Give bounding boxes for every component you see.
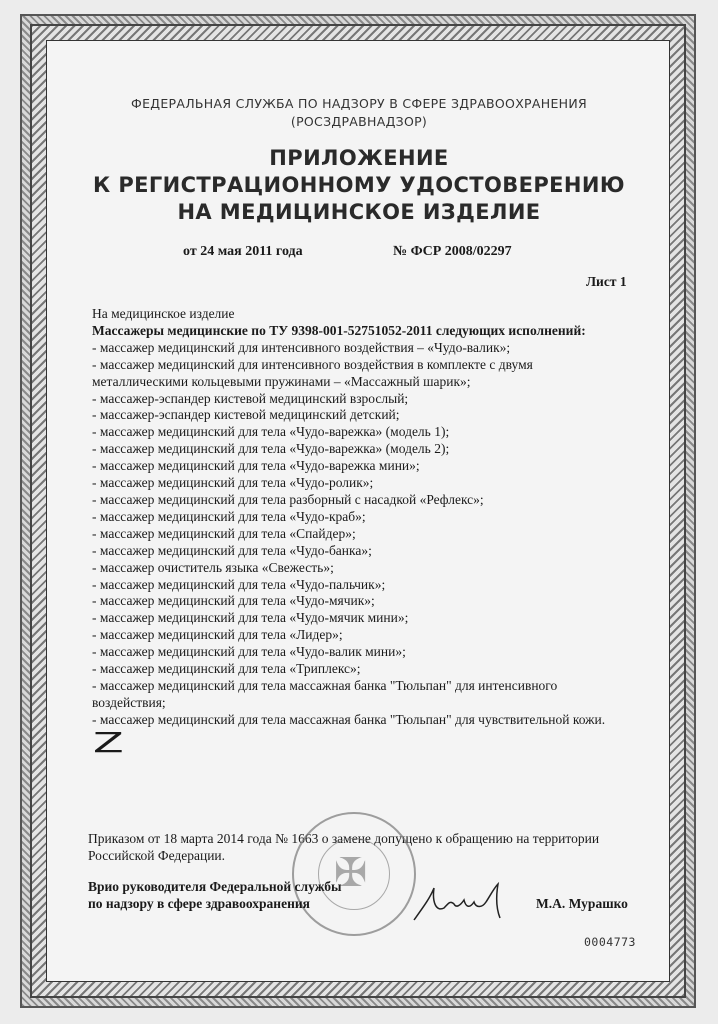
device-list-item: - массажер медицинский для тела «Спайдер»; — [92, 525, 356, 541]
device-list-item: - массажер медицинский для тела «Чудо-ролик»; — [92, 475, 374, 491]
signer-name: М.А. Мурашко — [536, 896, 628, 911]
double-headed-eagle-emblem: ✠ — [334, 850, 368, 896]
intro-text: На медицинское изделие — [92, 306, 235, 321]
device-list-item: - массажер медицинский для тела разборный с насадкой «Рефлекс»; — [92, 491, 484, 507]
device-list-item: - массажер медицинский для тела «Чудо-варежка» (модель 1); — [92, 424, 450, 440]
device-list-item: - массажер медицинский для интенсивного воздействия в комплекте с двумя металлическими кольцевыми пружинами – «Массажный шарик»; — [92, 356, 533, 389]
device-list-section — [92, 306, 632, 729]
signer-title — [88, 878, 342, 912]
registration-number: № ФСР 2008/02297 — [393, 244, 512, 259]
handwritten-signature — [410, 878, 520, 928]
signer-title-line2: по надзору в сфере здравоохранения — [88, 896, 310, 911]
device-list-item: - массажер очиститель языка «Свежесть»; — [92, 559, 334, 575]
device-list-item: - массажер медицинский для тела «Чудо-мячик»; — [92, 593, 375, 609]
registration-date: от 24 мая 2011 года — [183, 244, 303, 259]
agency-abbreviation: (РОСЗДРАВНАДЗОР) — [290, 114, 428, 129]
document-title-line1: ПРИЛОЖЕНИЕ — [269, 146, 449, 170]
signer-title-line1: Врио руководителя Федеральной службы — [88, 879, 342, 894]
document-title-line3: НА МЕДИЦИНСКОЕ ИЗДЕЛИЕ — [177, 200, 541, 224]
device-list-item: - массажер медицинский для тела «Чудо-банка»; — [92, 542, 372, 558]
device-list-item: - массажер медицинский для интенсивного воздействия – «Чудо-валик»; — [92, 339, 511, 355]
device-list-item: - массажер медицинский для тела массажная банка "Тюльпан" для чувствительной кожи. — [92, 711, 606, 727]
agency-name: ФЕДЕРАЛЬНАЯ СЛУЖБА ПО НАДЗОРУ В СФЕРЕ ЗДРАВООХРАНЕНИЯ — [131, 96, 587, 111]
device-list-item: - массажер медицинский для тела «Чудо-мячик мини»; — [92, 610, 409, 626]
device-list — [92, 340, 632, 729]
device-list-item: - массажер медицинский для тела «Лидер»; — [92, 627, 343, 643]
device-list-item: - массажер медицинский для тела массажная банка "Тюльпан" для интенсивного воздействия; — [92, 677, 558, 710]
device-list-item: - массажер медицинский для тела «Чудо-валик мини»; — [92, 644, 406, 660]
serial-number: 0004773 — [584, 935, 636, 949]
device-list-item: - массажер-эспандер кистевой медицинский взрослый; — [92, 390, 409, 406]
device-list-item: - массажер медицинский для тела «Чудо-варежка мини»; — [92, 458, 420, 474]
device-list-item: - массажер медицинский для тела «Чудо-пальчик»; — [92, 576, 386, 592]
order-text: Приказом от 18 марта 2014 года № 1663 о замене допущено к обращению на территории Российской Федерации. — [88, 831, 600, 863]
document-title-line2: К РЕГИСТРАЦИОННОМУ УДОСТОВЕРЕНИЮ — [93, 173, 625, 197]
end-of-list-mark: Z — [93, 726, 124, 759]
device-list-item: - массажер медицинский для тела «Чудо-варежка» (модель 2); — [92, 441, 450, 457]
device-list-item: - массажер медицинский для тела «Чудо-краб»; — [92, 508, 366, 524]
sheet-number: Лист 1 — [586, 274, 627, 289]
device-list-item: - массажер медицинский для тела «Триплекс»; — [92, 661, 361, 677]
device-list-item: - массажер-эспандер кистевой медицинский детский; — [92, 407, 400, 423]
list-title: Массажеры медицинские по ТУ 9398-001-52751052-2011 следующих исполнений: — [92, 322, 586, 338]
